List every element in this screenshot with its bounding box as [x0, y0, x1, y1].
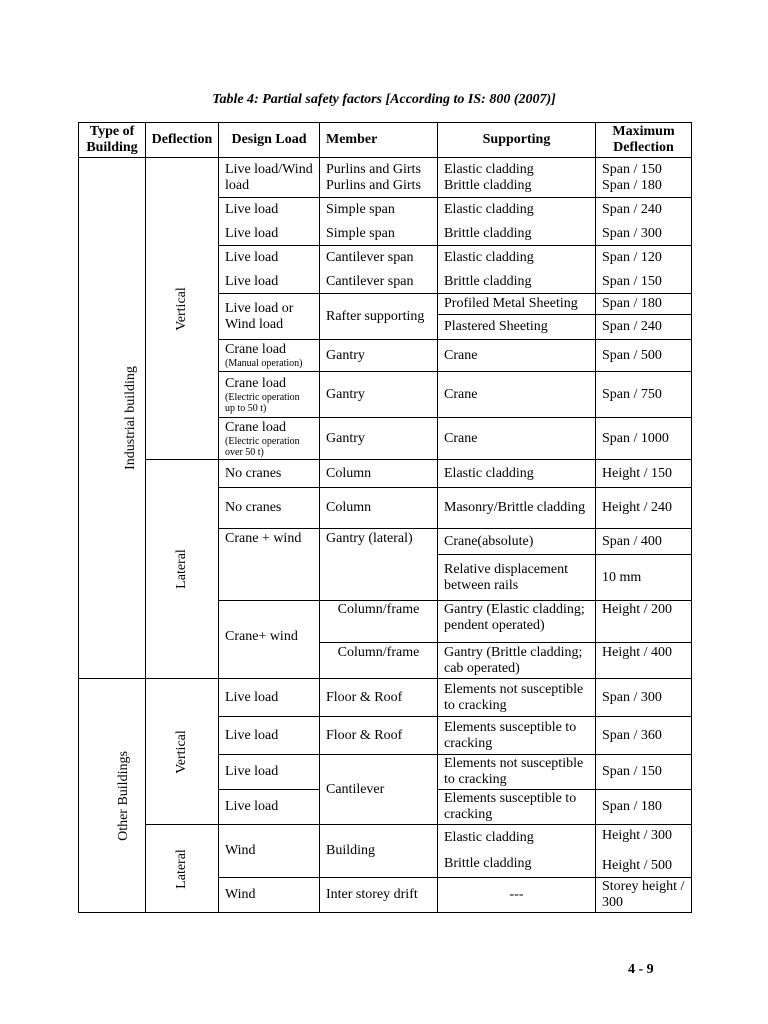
deflection-cell: [596, 643, 692, 679]
deflection-cell: [596, 488, 692, 529]
header-member: Member: [320, 123, 438, 158]
cell-line: Elastic cladding: [444, 249, 534, 265]
cell-line: Span / 240: [602, 201, 662, 217]
cell-line: Elastic cladding: [444, 201, 534, 217]
cell-line: Profiled Metal Sheeting: [444, 296, 578, 311]
supporting-cell: [438, 246, 596, 294]
cell-note: (Electric operation up to 50 t): [225, 391, 300, 414]
cell-line: Live load: [225, 249, 279, 265]
cell-line: Crane: [444, 386, 478, 402]
design-load-cell: [219, 679, 320, 717]
cell-line: Span / 750: [602, 386, 662, 402]
cell-line: Height / 300: [602, 828, 672, 843]
deflection-cell: [596, 198, 692, 246]
cell-line: Span / 500: [602, 347, 662, 363]
supporting-cell: [438, 878, 596, 913]
header-max-deflection: Maximum Deflection: [596, 123, 692, 158]
cell-line: Span / 400: [602, 533, 662, 549]
cell-line: Live load: [225, 225, 279, 241]
design-load-cell: [219, 529, 320, 601]
cell-line: Rafter supporting: [326, 308, 425, 324]
cell-line: Elements not susceptible to cracking: [444, 756, 584, 787]
cell-line: Floor & Roof: [326, 727, 403, 743]
cell-line: Brittle cladding: [444, 856, 532, 871]
deflection-cell: [596, 340, 692, 372]
table-row: [79, 460, 692, 488]
cell-line: Elastic cladding: [444, 465, 534, 481]
deflection-cell: [596, 158, 692, 198]
cell-line: Crane load: [225, 342, 287, 357]
cell-line: Simple span: [326, 201, 395, 217]
cell-line: Live load/Wind load: [225, 161, 313, 193]
supporting-cell: [438, 555, 596, 601]
header-deflection: Deflection: [146, 123, 219, 158]
cell-line: Span / 150: [602, 273, 662, 289]
table-caption-text: : Partial safety factors [According to IS: 800 (2007)]: [254, 92, 556, 107]
cell-line: Span / 180: [602, 799, 662, 814]
cell-line: Crane: [444, 347, 478, 363]
deflection-cell: [596, 601, 692, 643]
cell-line: Height / 500: [602, 858, 672, 873]
cell-line: Elements not susceptible to cracking: [444, 681, 584, 713]
table-caption-label: Table 4: [212, 92, 255, 107]
cell-line: Span / 150: [602, 161, 662, 177]
group-industrial-label: Industrial building: [122, 366, 138, 470]
cell-line: Height / 200: [602, 602, 672, 617]
supporting-cell: [438, 198, 596, 246]
member-cell: [320, 878, 438, 913]
group-industrial: [79, 158, 146, 679]
supporting-cell: [438, 294, 596, 315]
design-load-cell: [219, 755, 320, 790]
cell-line: Span / 1000: [602, 430, 669, 446]
cell-line: Span / 180: [602, 177, 662, 193]
design-load-cell: [219, 601, 320, 679]
cell-line: Span / 300: [602, 225, 662, 241]
cell-line: Span / 360: [602, 727, 662, 743]
cell-line: Elastic cladding: [444, 830, 534, 845]
safety-factor-table: [78, 122, 692, 913]
cell-line: Gantry: [326, 347, 365, 363]
cell-line: Crane+ wind: [225, 629, 298, 644]
page-number: 4 - 9: [628, 962, 654, 977]
supporting-cell: [438, 418, 596, 460]
design-load-cell: [219, 825, 320, 878]
deflection-cell: [596, 679, 692, 717]
cell-line: Purlins and Girts: [326, 161, 421, 177]
design-load-cell: [219, 418, 320, 460]
deflection-cell: [596, 460, 692, 488]
member-cell: [320, 340, 438, 372]
design-load-cell: [219, 198, 320, 246]
cell-line: Column: [326, 500, 372, 515]
cell-line: Live load: [225, 689, 279, 705]
table-row: [79, 158, 692, 198]
supporting-cell: [438, 488, 596, 529]
deflection-cell: [596, 315, 692, 340]
cell-line: Elements susceptible to cracking: [444, 791, 577, 822]
header-supporting: Supporting: [438, 123, 596, 158]
design-load-cell: [219, 158, 320, 198]
deflection-cell: [596, 825, 692, 878]
cell-line: Brittle cladding: [444, 273, 532, 289]
member-cell: [320, 158, 438, 198]
cell-line: Span / 300: [602, 689, 662, 705]
group-industrial-vertical: [146, 158, 219, 460]
cell-line: Live load: [225, 201, 279, 217]
supporting-cell: [438, 529, 596, 555]
deflection-cell: [596, 555, 692, 601]
cell-line: Live load: [225, 727, 279, 743]
design-load-cell: [219, 460, 320, 488]
cell-line: Cantilever span: [326, 249, 414, 265]
cell-line: Live load: [225, 273, 279, 289]
supporting-cell: [438, 717, 596, 755]
cell-line: Storey height / 300: [602, 879, 685, 910]
header-type: Type of Building: [79, 123, 146, 158]
cell-line: Gantry: [326, 386, 365, 402]
header-row: [79, 123, 692, 158]
cell-line: Plastered Sheeting: [444, 319, 548, 334]
deflection-cell: [596, 755, 692, 790]
group-other-vertical-label: Vertical: [174, 729, 189, 774]
group-other-lateral: [146, 825, 219, 913]
design-load-cell: [219, 878, 320, 913]
member-cell: [320, 679, 438, 717]
supporting-cell: [438, 315, 596, 340]
table-caption: [0, 92, 768, 108]
deflection-cell: [596, 529, 692, 555]
cell-line: Crane(absolute): [444, 533, 534, 549]
design-load-cell: [219, 246, 320, 294]
cell-line: Height / 150: [602, 465, 672, 481]
supporting-cell: [438, 460, 596, 488]
cell-line: Column: [326, 465, 372, 481]
cell-line: Brittle cladding: [444, 177, 532, 193]
cell-line: ---: [509, 887, 524, 902]
cell-line: No cranes: [225, 500, 282, 515]
supporting-cell: [438, 755, 596, 790]
group-other: [79, 679, 146, 913]
cell-line: Live load or Wind load: [225, 300, 294, 332]
deflection-cell: [596, 717, 692, 755]
supporting-cell: [438, 825, 596, 878]
design-load-cell: [219, 717, 320, 755]
deflection-cell: [596, 878, 692, 913]
member-cell: [320, 601, 438, 643]
cell-note: (Manual operation): [225, 358, 303, 369]
cell-line: Relative displacement between rails: [444, 561, 569, 593]
cell-line: Column/frame: [337, 645, 420, 660]
member-cell: [320, 460, 438, 488]
cell-line: Span / 240: [602, 319, 662, 334]
group-other-lateral-label: Lateral: [173, 848, 189, 889]
cell-line: Crane + wind: [225, 531, 302, 546]
cell-line: Masonry/Brittle cladding: [444, 500, 586, 515]
cell-line: Crane load: [225, 375, 287, 391]
group-industrial-vertical-label: Vertical: [174, 286, 189, 331]
member-cell: [320, 825, 438, 878]
cell-line: Wind: [225, 887, 256, 902]
member-cell: [320, 755, 438, 825]
cell-line: Elements susceptible to cracking: [444, 719, 577, 751]
member-cell: [320, 246, 438, 294]
member-cell: [320, 198, 438, 246]
supporting-cell: [438, 790, 596, 825]
deflection-cell: [596, 294, 692, 315]
member-cell: [320, 418, 438, 460]
cell-line: Purlins and Girts: [326, 177, 421, 193]
member-cell: [320, 488, 438, 529]
supporting-cell: [438, 679, 596, 717]
design-load-cell: [219, 372, 320, 418]
member-cell: [320, 717, 438, 755]
cell-line: Height / 400: [602, 645, 672, 660]
supporting-cell: [438, 601, 596, 643]
cell-note: (Electric operation over 50 t): [225, 435, 300, 458]
member-cell: [320, 294, 438, 340]
group-other-vertical: [146, 679, 219, 825]
cell-line: Span / 180: [602, 296, 662, 311]
cell-line: Gantry (Brittle cladding; cab operated): [444, 645, 583, 676]
cell-line: Brittle cladding: [444, 225, 532, 241]
cell-line: Floor & Roof: [326, 689, 403, 705]
supporting-cell: [438, 158, 596, 198]
member-cell: [320, 643, 438, 679]
cell-line: No cranes: [225, 465, 282, 481]
cell-line: Building: [326, 843, 376, 858]
supporting-cell: [438, 372, 596, 418]
cell-line: Span / 150: [602, 764, 662, 779]
deflection-cell: [596, 372, 692, 418]
group-other-label: Other Buildings: [115, 750, 131, 841]
cell-line: Wind: [225, 843, 256, 858]
cell-line: Crane: [444, 430, 478, 446]
cell-line: Crane load: [225, 419, 287, 435]
cell-line: Column/frame: [337, 602, 420, 617]
cell-line: Span / 120: [602, 249, 662, 265]
member-cell: [320, 529, 438, 601]
cell-line: Live load: [225, 799, 279, 814]
cell-line: 10 mm: [602, 569, 642, 585]
cell-line: Elastic cladding: [444, 161, 534, 177]
cell-line: Cantilever span: [326, 273, 414, 289]
table-row: [79, 825, 692, 878]
cell-line: Simple span: [326, 225, 395, 241]
design-load-cell: [219, 340, 320, 372]
design-load-cell: [219, 294, 320, 340]
supporting-cell: [438, 643, 596, 679]
design-load-cell: [219, 790, 320, 825]
deflection-cell: [596, 418, 692, 460]
group-industrial-lateral-label: Lateral: [173, 549, 189, 589]
cell-line: Gantry (lateral): [326, 531, 413, 546]
cell-line: Gantry (Elastic cladding; pendent operated): [444, 602, 585, 633]
design-load-cell: [219, 488, 320, 529]
cell-line: Cantilever: [326, 781, 385, 797]
deflection-cell: [596, 790, 692, 825]
cell-line: Height / 240: [602, 500, 672, 515]
deflection-cell: [596, 246, 692, 294]
supporting-cell: [438, 340, 596, 372]
table-row: [79, 679, 692, 717]
cell-line: Gantry: [326, 430, 365, 446]
member-cell: [320, 372, 438, 418]
cell-line: Inter storey drift: [326, 887, 418, 902]
cell-line: Live load: [225, 764, 279, 779]
group-industrial-lateral: [146, 460, 219, 679]
header-design-load: Design Load: [219, 123, 320, 158]
